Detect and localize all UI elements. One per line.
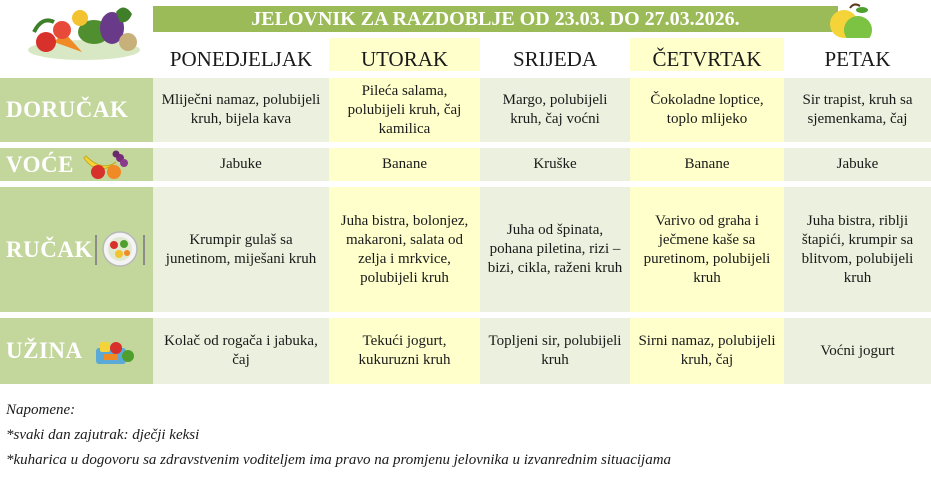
meal-label-text: UŽINA — [6, 338, 83, 363]
menu-cell: Juha bistra, bolonjez, makaroni, salata od zelja i mrkvice, polubijeli kruh — [329, 187, 480, 312]
notes-heading: Napomene: — [6, 402, 76, 418]
meal-label-text: RUČAK — [6, 236, 93, 262]
fruit-icon — [80, 148, 130, 181]
meal-row-breakfast — [0, 78, 931, 142]
meal-row-fruit — [0, 148, 931, 181]
day-header: ČETVRTAK — [630, 38, 784, 71]
meal-label-text: DORUČAK — [6, 97, 129, 122]
day-header: SRIJEDA — [480, 38, 630, 71]
menu-cell: Margo, polubijeli kruh, čaj voćni — [480, 78, 630, 142]
day-header: PONEDJELJAK — [153, 38, 329, 71]
meal-label — [0, 78, 153, 142]
day-header: UTORAK — [329, 38, 480, 71]
snack-icon — [92, 338, 136, 368]
meal-label — [0, 148, 153, 181]
meal-label — [0, 318, 153, 384]
menu-cell: Krumpir gulaš sa junetinom, miješani kruh — [153, 187, 329, 312]
menu-cell: Pileća salama, polubijeli kruh, čaj kamilica — [329, 78, 480, 142]
menu-cell: Banane — [630, 148, 784, 181]
day-header-row — [0, 38, 931, 71]
menu-cell: Sir trapist, kruh sa sjemenkama, čaj — [784, 78, 931, 142]
menu-cell: Kruške — [480, 148, 630, 181]
menu-cell: Sirni namaz, polubijeli kruh, čaj — [630, 318, 784, 384]
meal-label — [0, 187, 153, 312]
menu-cell: Mliječni namaz, polubijeli kruh, bijela kava — [153, 78, 329, 142]
note-line: *kuharica u dogovoru sa zdravstvenim voditeljem ima pravo na promjenu jelovnika u izvanrednim situacijama — [6, 452, 672, 468]
note-line: *svaki dan zajutrak: dječji keksi — [6, 427, 200, 443]
meal-row-snack — [0, 318, 931, 384]
menu-cell: Jabuke — [153, 148, 329, 181]
menu-cell: Tekući jogurt, kukuruzni kruh — [329, 318, 480, 384]
menu-cell: Voćni jogurt — [784, 318, 931, 384]
menu-title: JELOVNIK ZA RAZDOBLJE OD 23.03. DO 27.03.2026. — [153, 6, 838, 32]
plate-icon — [92, 229, 148, 269]
notes-section — [6, 398, 671, 473]
day-header: PETAK — [784, 38, 931, 71]
meal-row-lunch — [0, 187, 931, 312]
menu-cell: Banane — [329, 148, 480, 181]
menu-cell: Topljeni sir, polubijeli kruh — [480, 318, 630, 384]
menu-cell: Juha bistra, riblji štapići, krumpir sa blitvom, polubijeli kruh — [784, 187, 931, 312]
menu-cell: Jabuke — [784, 148, 931, 181]
menu-cell: Čokoladne loptice, toplo mlijeko — [630, 78, 784, 142]
menu-cell: Kolač od rogača i jabuka, čaj — [153, 318, 329, 384]
meal-label-text: VOĆE — [6, 151, 74, 177]
menu-cell: Varivo od graha i ječmene kaše sa puretinom, polubijeli kruh — [630, 187, 784, 312]
menu-cell: Juha od špinata, pohana piletina, rizi – bizi, cikla, raženi kruh — [480, 187, 630, 312]
